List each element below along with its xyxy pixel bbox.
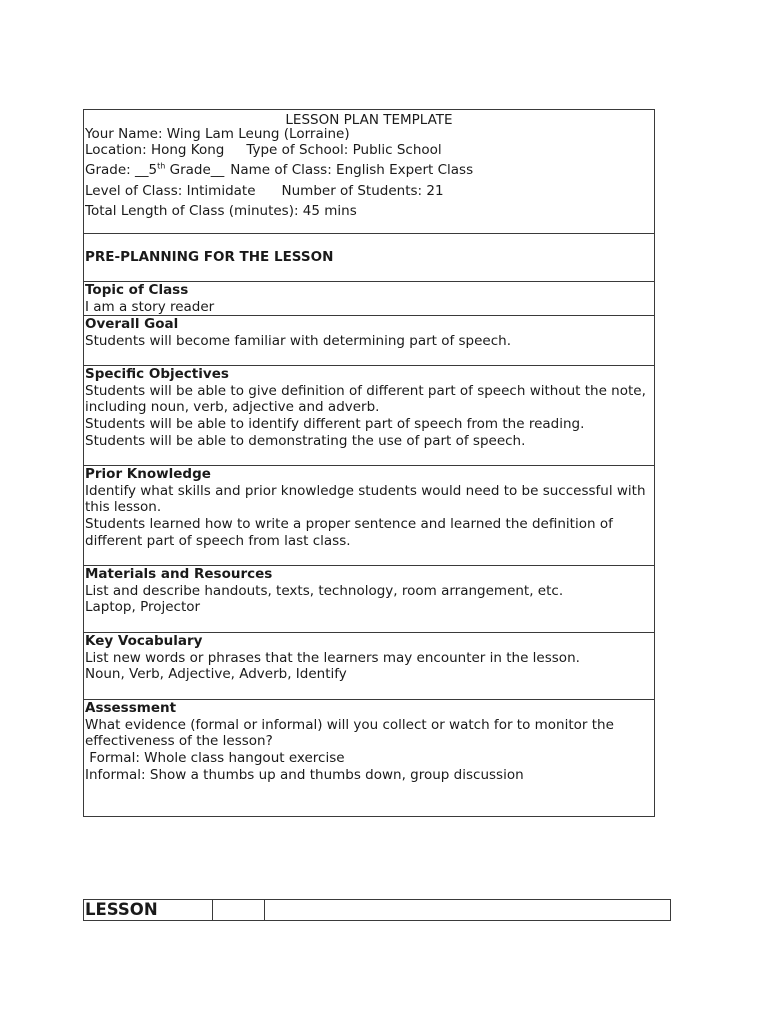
student-count: Number of Students: 21 xyxy=(281,182,444,199)
grade-prefix: Grade: __5 xyxy=(85,162,158,179)
lesson-plan-table xyxy=(83,109,655,817)
grade-class-row xyxy=(85,160,653,180)
section-specific-objectives xyxy=(84,366,655,466)
section-text: Laptop, Projector xyxy=(85,599,201,616)
section-heading: Key Vocabulary xyxy=(85,633,203,650)
class-length: Total Length of Class (minutes): 45 mins xyxy=(85,202,357,219)
lesson-label: LESSON xyxy=(85,900,158,919)
section-text: Identify what skills and prior knowledge students would need to be successful with this lesson. xyxy=(85,482,646,516)
section-text: Students learned how to write a proper sentence and learned the definition of different part of speech from last class. xyxy=(85,515,613,549)
class-name: Name of Class: English Expert Class xyxy=(230,162,474,179)
level-students-row xyxy=(85,181,653,201)
grade xyxy=(85,162,224,178)
section-text: Students will become familiar with determining part of speech. xyxy=(85,332,512,349)
section-topic xyxy=(84,282,655,316)
school-type: Type of School: Public School xyxy=(246,142,442,159)
section-key-vocabulary xyxy=(84,633,655,700)
section-text: What evidence (formal or informal) will you collect or watch for to monitor the effectiveness of the lesson? xyxy=(85,716,614,750)
section-heading: Prior Knowledge xyxy=(85,466,211,483)
section-text: I am a story reader xyxy=(85,298,215,315)
header-cell xyxy=(84,110,655,234)
location-school-row xyxy=(85,140,653,160)
pre-planning-cell xyxy=(84,234,655,282)
section-heading: Topic of Class xyxy=(85,282,189,298)
location: Location: Hong Kong xyxy=(85,142,225,159)
grade-superscript: th xyxy=(157,161,166,171)
teacher-name: Your Name: Wing Lam Leung (Lorraine) xyxy=(85,126,350,143)
document-title: LESSON PLAN TEMPLATE xyxy=(285,112,453,128)
lesson-table xyxy=(83,899,671,921)
section-materials xyxy=(84,566,655,633)
lesson-empty-cell xyxy=(213,900,265,921)
section-text: Informal: Show a thumbs up and thumbs down, group discussion xyxy=(85,766,524,783)
section-assessment xyxy=(84,700,655,817)
section-text: List and describe handouts, texts, technology, room arrangement, etc. xyxy=(85,582,564,599)
section-text: Students will be able to identify different part of speech from the reading. xyxy=(85,415,585,432)
section-text: Noun, Verb, Adjective, Adverb, Identify xyxy=(85,666,347,683)
lesson-content-cell xyxy=(265,900,671,921)
section-overall-goal xyxy=(84,316,655,366)
pre-planning-heading: PRE-PLANNING FOR THE LESSON xyxy=(85,249,334,265)
section-text: Students will be able to demonstrating the use of part of speech. xyxy=(85,432,526,449)
section-heading: Assessment xyxy=(85,700,177,717)
section-text: List new words or phrases that the learners may encounter in the lesson. xyxy=(85,649,580,666)
section-prior-knowledge xyxy=(84,466,655,566)
section-text: Formal: Whole class hangout exercise xyxy=(85,749,345,766)
section-heading: Materials and Resources xyxy=(85,566,273,583)
grade-suffix: Grade__ xyxy=(165,162,225,179)
section-heading: Overall Goal xyxy=(85,316,179,333)
class-level: Level of Class: Intimidate xyxy=(85,182,256,199)
section-text: Students will be able to give definition of different part of speech without the note, including noun, verb, adjective and adverb. xyxy=(85,382,646,416)
section-heading: Specific Objectives xyxy=(85,366,229,383)
lesson-label-cell xyxy=(84,900,213,921)
